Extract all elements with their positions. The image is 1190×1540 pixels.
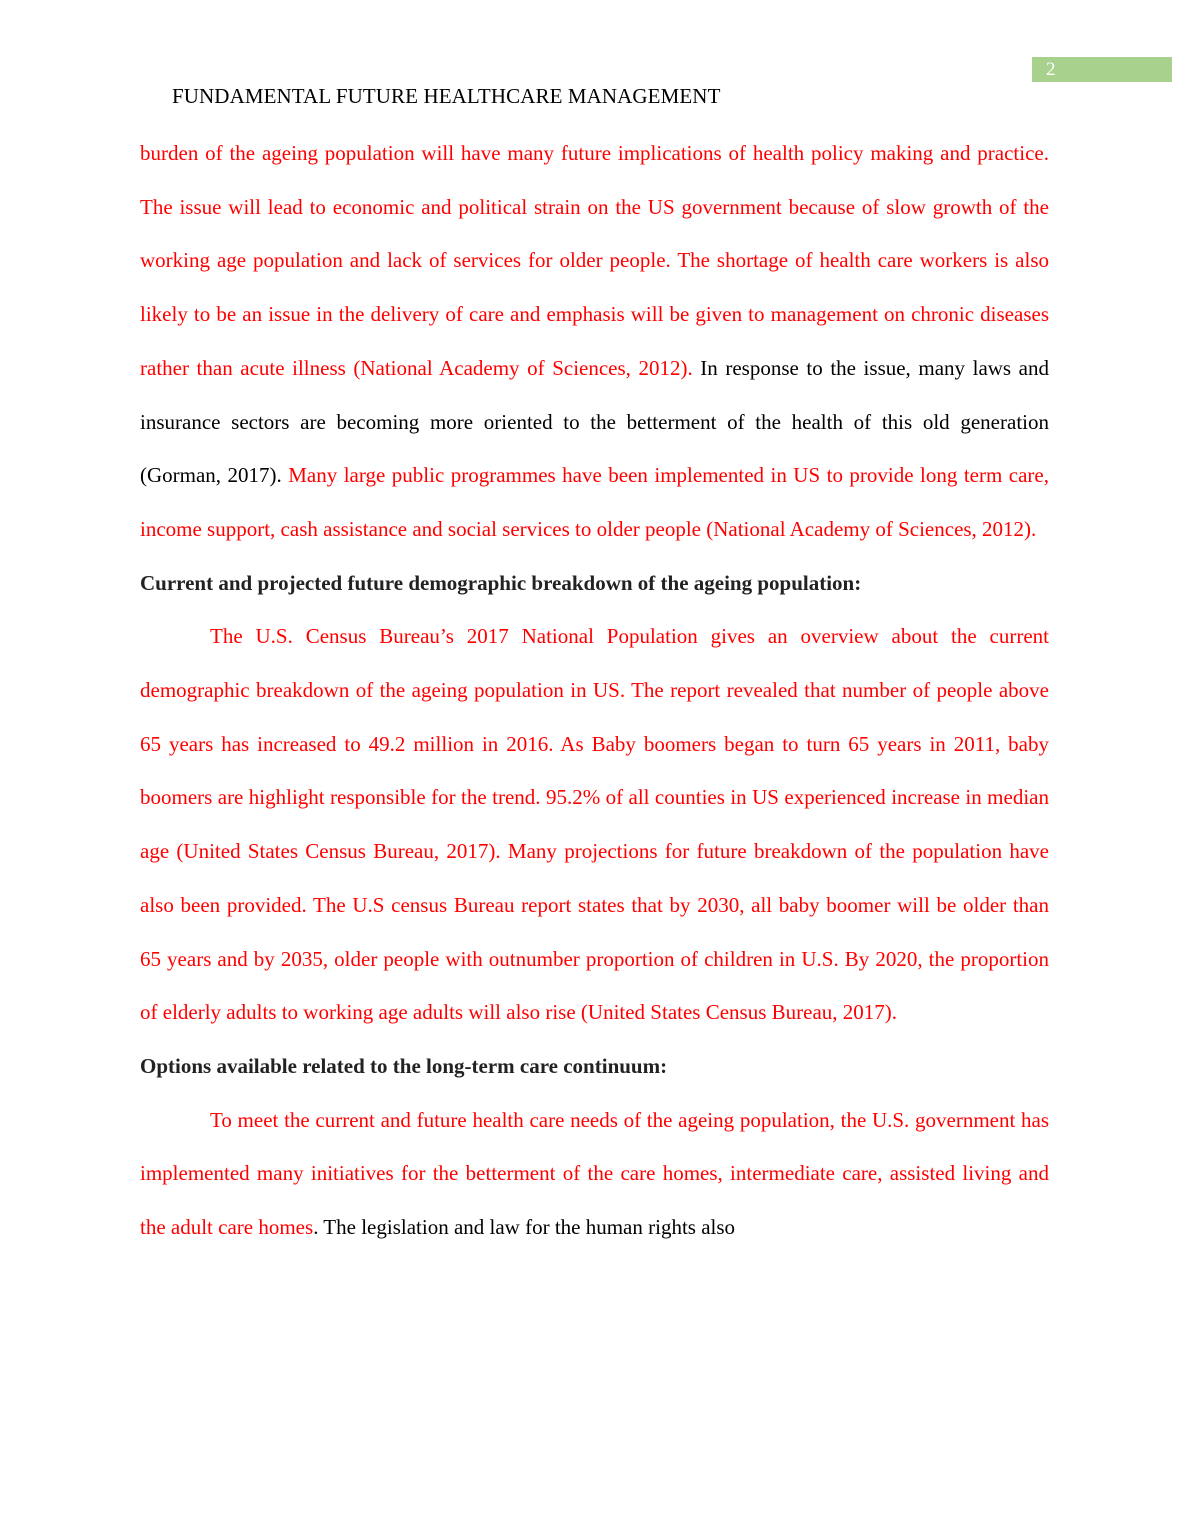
section-heading-long-term-care: Options available related to the long-term care continuum: (140, 1053, 668, 1078)
page-number: 2 (1032, 57, 1172, 82)
paragraph-1-red-text-2: Many large public programmes have been implemented in US to provide long term care, income support, cash assistance and social services to older people (National Academy of Sciences, 2012). (140, 463, 1049, 541)
paragraph-1 (140, 127, 1049, 557)
running-head: FUNDAMENTAL FUTURE HEALTHCARE MANAGEMENT (172, 84, 721, 108)
paragraph-1-red-text: burden of the ageing population will have many future implications of health policy making and practice. The issue will lead to economic and political strain on the US government because of slow growth of the working age population and lack of services for older people. The shortage of health care workers is also likely to be an issue in the delivery of care and emphasis will be given to management on chronic diseases rather than acute illness (National Academy of Sciences, 2012). (140, 141, 1049, 380)
paragraph-2-red-text: The U.S. Census Bureau’s 2017 National Population gives an overview about the current demographic breakdown of the ageing population in US. The report revealed that number of people above 65 years has increased to 49.2 million in 2016. As Baby boomers began to turn 65 years in 2011, baby boomers are highlight responsible for the trend. 95.2% of all counties in US experienced increase in median age (United States Census Bureau, 2017). Many projections for future breakdown of the population have also been provided. The U.S census Bureau report states that by 2030, all baby boomer will be older than 65 years and by 2035, older people with outnumber proportion of children in U.S. By 2020, the proportion of elderly adults to working age adults will also rise (United States Census Bureau, 2017). (140, 624, 1049, 1025)
document-body (140, 127, 1049, 1255)
paragraph-3-black-text: . The legislation and law for the human rights also (313, 1215, 736, 1240)
paragraph-3-red-text: To meet the current and future health care needs of the ageing population, the U.S. government has implemented many initiatives for the betterment of the care homes, intermediate care, assisted living and the adult care homes (140, 1107, 1049, 1240)
paragraph-1-black-text: In response to the issue, many laws and insurance sectors are becoming more oriented to the betterment of the health of this old generation (Gorman, 2017). (140, 355, 1049, 488)
paragraph-3 (140, 1094, 1049, 1255)
paragraph-2 (140, 610, 1049, 1040)
section-heading-demographics: Current and projected future demographic breakdown of the ageing population: (140, 570, 862, 595)
